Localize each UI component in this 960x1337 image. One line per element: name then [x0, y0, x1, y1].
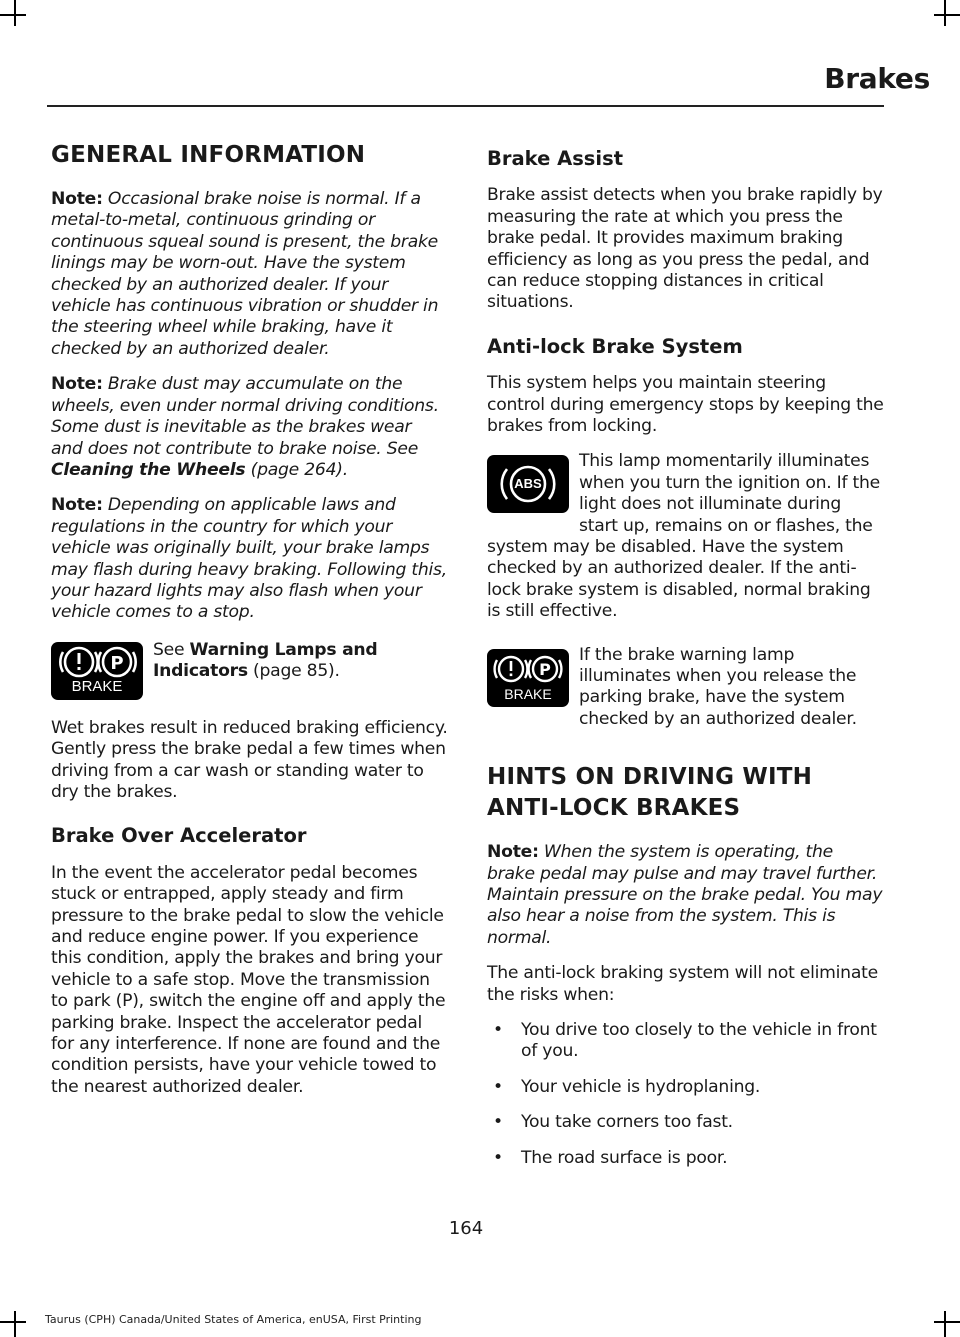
cleaning-wheels-link[interactable]: Cleaning the Wheels [51, 459, 246, 480]
brake-icon-label: BRAKE [504, 685, 552, 702]
note-text: Depending on applicable laws and regulations in the country for which your vehicle was originally built, your brake lamps may flash during heavy braking. Following this, your hazard lights may also flash when your vehicle comes to a stop. [51, 495, 447, 623]
list-item: • You drive too closely to the vehicle in front of you. [487, 1020, 884, 1063]
crop-mark [0, 1321, 26, 1323]
brake-icon-label: BRAKE [71, 677, 123, 695]
note-text: When the system is operating, the brake pedal may pulse and may travel further. Maintain pressure on the brake pedal. You may also hear a noise from the system. This is normal. [487, 842, 883, 948]
crop-mark [944, 1311, 946, 1337]
abs-icon-label: ABS [514, 476, 542, 492]
abs-lamp-text: This lamp momentarily illuminates when you turn the ignition on. If the light does not illuminate during start up, remains on or flashes, the system may be disabled. Have the system checked by an authorized dealer. If the anti-lock brake system is disabled, normal braking is still effective. [487, 451, 880, 622]
brake-over-accelerator-text: In the event the accelerator pedal becomes stuck or entrapped, apply steady and firm pressure to the brake pedal to slow the vehicle and reduce engine power. If you experience this condition, apply the brakes and bring your vehicle to a safe stop. Move the transmission to park (P), switch the engine off and apply the parking brake. Inspect the accelerator pedal for any interference. If none are found and the condition persists, have your vehicle towed to the nearest authorized dealer. [51, 862, 446, 1097]
crop-mark [934, 1321, 960, 1323]
hints-heading-line-1: HINTS ON DRIVING WITH [487, 764, 813, 791]
see-warning-lamps-block [51, 638, 448, 704]
general-information-heading: GENERAL INFORMATION [51, 142, 366, 168]
see-prefix: See [153, 639, 190, 660]
right-column [487, 140, 884, 1183]
risks-list [487, 1020, 884, 1169]
risks-intro: The anti-lock braking system will not eliminate the risks when: [487, 963, 878, 1005]
svg-text:P: P [110, 652, 124, 674]
hints-heading-line-2: ANTI-LOCK BRAKES [487, 795, 741, 822]
list-item: • Your vehicle is hydroplaning. [487, 1077, 884, 1098]
page-reference: (page 264). [250, 459, 348, 480]
abs-warning-icon [487, 455, 569, 513]
crop-mark [14, 1311, 16, 1337]
crop-mark [14, 0, 16, 26]
list-item: • The road surface is poor. [487, 1148, 884, 1169]
note-text: Brake dust may accumulate on the wheels, even under normal driving conditions. Some dust is inevitable as the brakes wear and does not contribute to brake noise. See [51, 374, 439, 459]
brake-over-accelerator-heading: Brake Over Accelerator [51, 824, 307, 848]
warning-lamps-link[interactable]: Warning Lamps and Indicators [153, 639, 378, 682]
note-system-operating [487, 842, 884, 949]
page-reference: (page 85). [247, 661, 340, 682]
note-brake-lamps [51, 495, 448, 623]
wet-brakes-text: Wet brakes result in reduced braking efficiency. Gently press the brake pedal a few times when driving from a car wash or standing water to dry the brakes. [51, 717, 448, 802]
note-brake-dust [51, 374, 448, 481]
note-label: Note: [51, 495, 103, 516]
note-label: Note: [487, 842, 539, 863]
brake-assist-heading: Brake Assist [487, 147, 624, 170]
footer-text: Taurus (CPH) Canada/United States of America, enUSA, First Printing [45, 1313, 422, 1326]
brake-warning-icon [487, 649, 569, 707]
brake-warning-icon [51, 642, 143, 700]
crop-mark [944, 0, 946, 26]
crop-mark [934, 14, 960, 16]
note-label: Note: [51, 189, 103, 210]
note-brake-noise [51, 189, 448, 360]
anti-lock-heading: Anti-lock Brake System [487, 334, 743, 358]
page-number: 164 [448, 1218, 484, 1239]
anti-lock-text: This system helps you maintain steering control during emergency stops by keeping the brakes from locking. [487, 373, 884, 436]
brake-lamp-block [487, 645, 884, 731]
note-text: Occasional brake noise is normal. If a metal-to-metal, continuous grinding or continuous squeal sound is present, the brake linings may be worn-out. Have the system checked by an authorized dealer. If your vehicle has continuous vibration or shudder in the steering wheel while braking, have it checked by an authorized dealer. [51, 189, 439, 359]
brake-lamp-text: If the brake warning lamp illuminates when you release the parking brake, have the system checked by an authorized dealer. [579, 644, 857, 729]
abs-lamp-block [487, 451, 884, 622]
header-divider [47, 105, 884, 107]
svg-text:P: P [539, 659, 551, 679]
note-label: Note: [51, 374, 103, 395]
hints-heading [487, 762, 884, 824]
page-title: Brakes [824, 62, 930, 95]
brake-assist-text: Brake assist detects when you brake rapidly by measuring the rate at which you press the brake pedal. It provides maximum braking efficiency as long as you press the pedal, and can reduce stopping distances in critical situations. [487, 185, 883, 313]
left-column [51, 140, 448, 1112]
crop-mark [0, 14, 26, 16]
list-item: • You take corners too fast. [487, 1112, 884, 1133]
